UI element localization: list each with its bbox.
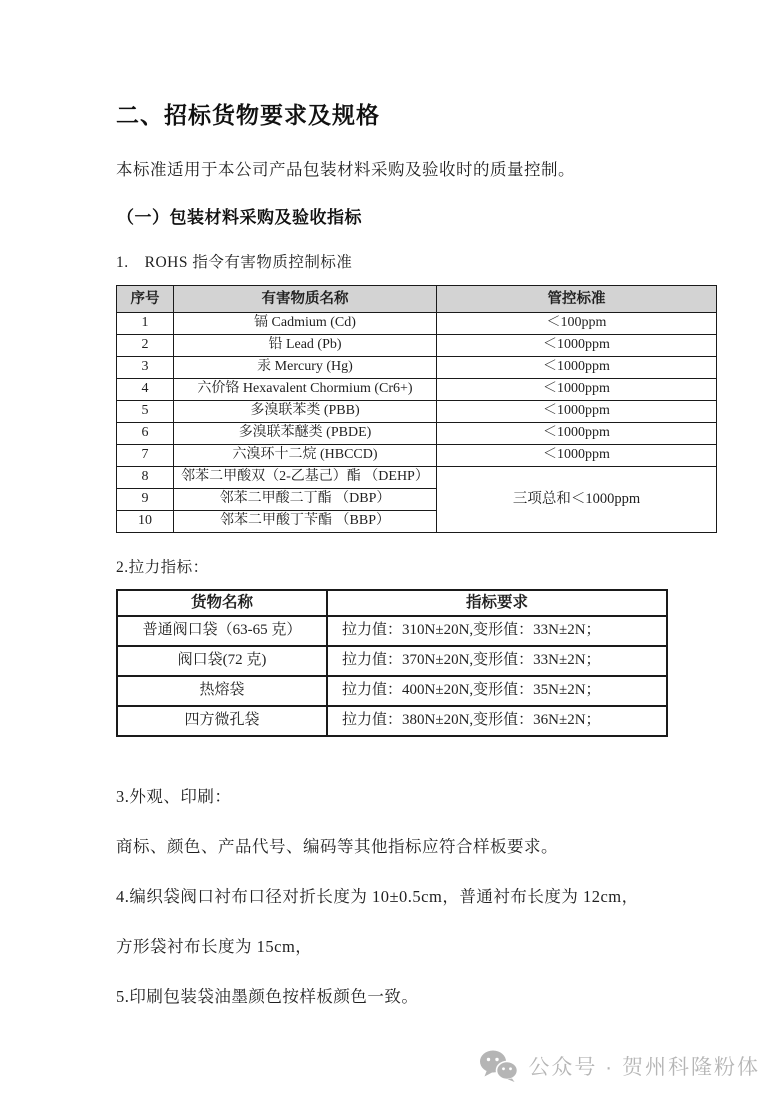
rohs-cell: 铅 Lead (Pb) xyxy=(174,335,437,357)
tension-goods-cell: 四方微孔袋 xyxy=(117,706,327,736)
rohs-row xyxy=(117,401,717,423)
rohs-table-body xyxy=(117,313,717,533)
rohs-cell: 4 xyxy=(117,379,174,401)
rohs-row xyxy=(117,313,717,335)
rohs-cell: 多溴联苯类 (PBB) xyxy=(174,401,437,423)
rohs-row xyxy=(117,423,717,445)
wechat-label: 公众号 · 贺州科隆粉体 xyxy=(528,1055,760,1079)
rohs-cell: 镉 Cadmium (Cd) xyxy=(174,313,437,335)
note-line-liner-length: 4.编织袋阀口衬布口径对折长度为 10±0.5cm，普通衬布长度为 12cm， xyxy=(116,887,639,906)
item1-label: 1. ROHS 指令有害物质控制标准 xyxy=(116,254,353,271)
intro-text: 本标准适用于本公司产品包装材料采购及验收时的质量控制。 xyxy=(116,160,575,179)
rohs-cell: ＜1000ppm xyxy=(437,335,717,357)
tension-requirement-cell: 拉力值：310N±20N,变形值：33N±2N； xyxy=(327,616,667,646)
rohs-row xyxy=(117,445,717,467)
rohs-cell: 1 xyxy=(117,313,174,335)
col-header-requirement: 指标要求 xyxy=(327,590,667,616)
wechat-icon xyxy=(479,1049,519,1082)
tension-row xyxy=(117,646,667,676)
notes-block xyxy=(116,783,716,1007)
item2-label: 2.拉力指标： xyxy=(116,559,209,576)
rohs-cell: ＜100ppm xyxy=(437,313,717,335)
rohs-cell: 多溴联苯醚类 (PBDE) xyxy=(174,423,437,445)
tension-requirement-cell: 拉力值：380N±20N,变形值：36N±2N； xyxy=(327,706,667,736)
rohs-cell: ＜1000ppm xyxy=(437,379,717,401)
col-header-standard: 管控标准 xyxy=(437,286,717,313)
rohs-cell: 邻苯二甲酸丁苄酯 （BBP） xyxy=(174,511,437,533)
rohs-row xyxy=(117,467,717,489)
rohs-cell: 六价铬 Hexavalent Chormium (Cr6+) xyxy=(174,379,437,401)
col-header-goods: 货物名称 xyxy=(117,590,327,616)
rohs-cell: ＜1000ppm xyxy=(437,445,717,467)
rohs-cell: ＜1000ppm xyxy=(437,401,717,423)
note-line-ink-color: 5.印刷包装袋油墨颜色按样板颜色一致。 xyxy=(116,987,419,1006)
tension-goods-cell: 普通阀口袋（63-65 克） xyxy=(117,616,327,646)
tension-header-row xyxy=(117,590,667,616)
rohs-cell: 邻苯二甲酸双（2-乙基己）酯 （DEHP） xyxy=(174,467,437,489)
rohs-cell: 2 xyxy=(117,335,174,357)
rohs-cell: 六溴环十二烷 (HBCCD) xyxy=(174,445,437,467)
col-header-seq: 序号 xyxy=(117,286,174,313)
rohs-cell: ＜1000ppm xyxy=(437,357,717,379)
tension-table xyxy=(116,589,668,737)
rohs-row xyxy=(117,335,717,357)
tension-row xyxy=(117,616,667,646)
note-line-appearance: 3.外观、印刷： xyxy=(116,787,232,806)
rohs-cell: 9 xyxy=(117,489,174,511)
rohs-cell: 汞 Mercury (Hg) xyxy=(174,357,437,379)
rohs-cell: 7 xyxy=(117,445,174,467)
note-line-square-bag: 方形袋衬布长度为 15cm， xyxy=(116,937,313,956)
tension-row xyxy=(117,706,667,736)
rohs-cell: ＜1000ppm xyxy=(437,423,717,445)
wechat-watermark xyxy=(479,1049,760,1082)
tension-table-body xyxy=(117,616,667,736)
rohs-cell: 5 xyxy=(117,401,174,423)
page-title: 二、招标货物要求及规格 xyxy=(116,103,380,128)
col-header-substance: 有害物质名称 xyxy=(174,286,437,313)
tension-goods-cell: 热熔袋 xyxy=(117,676,327,706)
rohs-cell: 8 xyxy=(117,467,174,489)
tension-goods-cell: 阀口袋(72 克) xyxy=(117,646,327,676)
note-line-trademark: 商标、颜色、产品代号、编码等其他指标应符合样板要求。 xyxy=(116,837,558,856)
rohs-cell: 邻苯二甲酸二丁酯 （DBP） xyxy=(174,489,437,511)
rohs-row xyxy=(117,357,717,379)
rohs-cell: 3 xyxy=(117,357,174,379)
rohs-cell: 6 xyxy=(117,423,174,445)
rohs-cell: 10 xyxy=(117,511,174,533)
rohs-row xyxy=(117,379,717,401)
rohs-header-row xyxy=(117,286,717,313)
document-content xyxy=(116,0,716,1033)
tension-row xyxy=(117,676,667,706)
rohs-table xyxy=(116,285,717,533)
section-heading: （一）包装材料采购及验收指标 xyxy=(117,208,362,227)
tension-requirement-cell: 拉力值：370N±20N,变形值：33N±2N； xyxy=(327,646,667,676)
tension-requirement-cell: 拉力值：400N±20N,变形值：35N±2N； xyxy=(327,676,667,706)
rohs-merged-standard-cell: 三项总和＜1000ppm xyxy=(437,467,717,533)
